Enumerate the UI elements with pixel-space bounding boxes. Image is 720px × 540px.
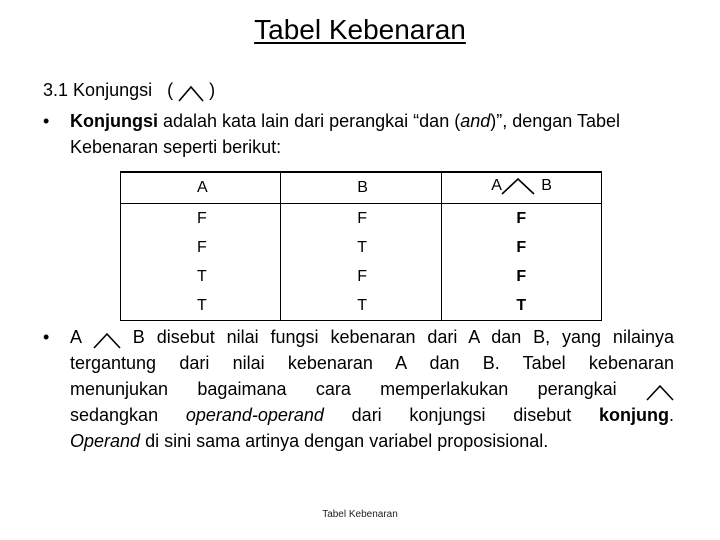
cell-a: T [121,291,281,321]
conjunction-wedge-icon [178,84,204,102]
section-name: Konjungsi [73,80,153,100]
truth-table [120,171,602,321]
cell-b: F [281,204,441,234]
cell-a: F [121,233,281,262]
definition-italic: and [460,111,491,131]
definition-text-a: adalah kata lain dari perangkai “dan ( [158,111,461,131]
operand-term: operand-operand [185,405,324,425]
cell-result [441,233,601,262]
table-row [121,233,602,262]
section-number: 3.1 [43,80,69,100]
explanation-text-3: menunjukan bagaimana cara memperlakukan perangkai [70,379,617,399]
header-b: B [281,172,441,204]
conjunction-wedge-icon [501,175,535,195]
header-and-a: A [491,176,502,194]
definition-term: Konjungsi [70,111,158,131]
explanation-line-4 [70,402,674,428]
explanation-bullet [43,324,674,454]
table-row [121,291,602,321]
table-row [121,262,602,291]
cell-b: T [281,291,441,321]
explanation-text-4b: dari konjungsi disebut [323,405,599,425]
cell-b: F [281,262,441,291]
section-heading [43,80,215,102]
page-footer: Tabel Kebenaran [322,509,398,520]
explanation-text-1: B disebut nilai fungsi kebenaran dari A dan B, yang nilainya [132,327,674,347]
definition-text-b: )”, dengan Tabel Kebenaran seperti berikut: [70,111,621,157]
explanation-line-5 [70,428,674,454]
variable-a: A [70,327,82,347]
explanation-text-4a: sedangkan [70,405,186,425]
cell-result [441,204,601,234]
header-a: A [121,172,281,204]
konjung-term: konjung [598,405,669,425]
explanation-line-2: tergantung dari nilai kebenaran A dan B. Tabel kebenaran [70,353,674,373]
header-and-b: B [541,176,552,194]
result-value: F [516,267,527,285]
explanation-line-1 [70,324,674,350]
bullet-dot: • [43,327,50,347]
operand-italic: Operand [70,431,141,451]
table-row [121,204,602,234]
table-header-row [121,172,602,204]
cell-b: T [281,233,441,262]
cell-result [441,262,601,291]
explanation-text-5: di sini sama artinya dengan variabel proposisional. [140,431,549,451]
open-paren: ( [167,80,174,100]
result-value: T [516,296,527,314]
result-value: F [516,238,527,256]
cell-result [441,291,601,321]
result-value: F [516,209,527,227]
close-paren: ) [209,80,216,100]
cell-a: T [121,262,281,291]
explanation-line-3 [70,376,674,402]
conjunction-wedge-icon [93,329,121,349]
definition-bullet [43,108,680,160]
page-title: Tabel Kebenaran [254,14,466,45]
bullet-dot: • [43,111,50,131]
explanation-period: . [668,405,674,425]
conjunction-wedge-icon [646,381,674,401]
cell-a: F [121,204,281,234]
header-a-and-b [441,172,601,204]
